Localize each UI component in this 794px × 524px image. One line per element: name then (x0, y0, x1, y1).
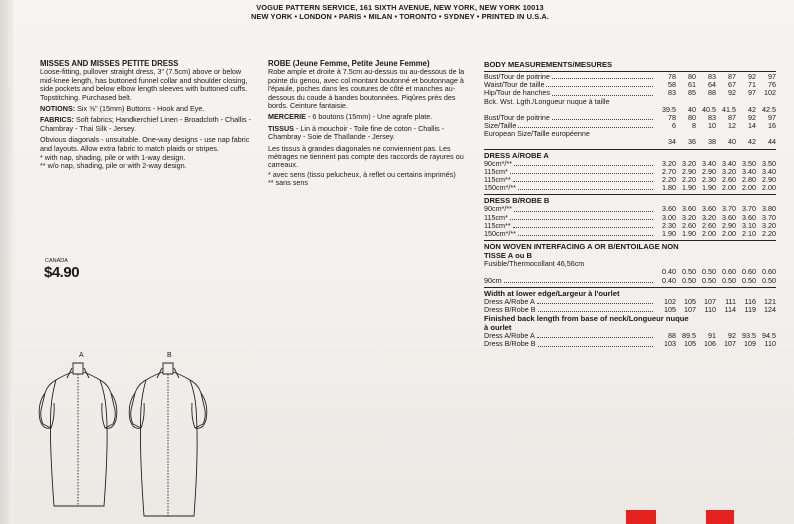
size-value: 0.50 (702, 267, 716, 277)
size-value: 3.60 (742, 212, 756, 222)
row-label: Size/Taille (484, 121, 517, 131)
row-label: Dress B/Robe B (484, 339, 536, 349)
size-value: 3.20 (682, 158, 696, 168)
size-value: 102 (764, 88, 776, 98)
english-fabrics: FABRICS: Soft fabrics; Handkerchief Linen - Broadcloth - Challis - Chambray - Thai Silk - Jersey. (40, 115, 251, 133)
divider (484, 240, 776, 241)
size-value: 87 (728, 112, 736, 122)
size-value: 97 (748, 88, 756, 98)
size-value: 0.60 (722, 267, 736, 277)
price-country: CANADA (45, 258, 68, 264)
size-value: 78 (668, 71, 676, 81)
size-value: 3.00 (662, 212, 676, 222)
size-value: 97 (768, 71, 776, 81)
size-value: 106 (704, 339, 716, 349)
size-value: 2.00 (722, 228, 736, 238)
english-title: MISSES AND MISSES PETITE DRESS (40, 59, 179, 68)
width-row (484, 306, 776, 314)
size-value: 10 (708, 121, 716, 131)
size-value: 61 (688, 80, 696, 90)
size-value: 3.50 (762, 158, 776, 168)
french-column (268, 60, 476, 188)
size-value: 40.5 (702, 104, 716, 114)
size-value: 83 (708, 112, 716, 122)
european-size-label-row: European Size/Taille européenne (484, 129, 590, 139)
view-b-label: B (167, 352, 172, 359)
dress-b-yardage-title: DRESS B/ROBE B (484, 196, 550, 206)
size-value: 1.80 (662, 183, 676, 193)
size-value: 88 (708, 88, 716, 98)
size-value: 0.40 (662, 275, 676, 285)
row-label: 90cm*/** (484, 158, 512, 168)
size-value: 3.70 (742, 204, 756, 214)
red-printer-mark (626, 510, 656, 524)
size-value: 34 (668, 137, 676, 147)
size-value: 2.60 (722, 175, 736, 185)
body-measurements-title: BODY MEASUREMENTS/MESURES (484, 60, 613, 69)
row-label: Waist/Tour de taille (484, 80, 545, 90)
english-note-wo-nap: ** w/o nap, shading, pile or with 2-way design. (40, 161, 187, 171)
row-label: 150cm*/** (484, 228, 516, 238)
size-value: 64 (708, 80, 716, 90)
size-value: 91 (708, 331, 716, 341)
size-value: 40 (688, 104, 696, 114)
size-value: 44 (768, 137, 776, 147)
size-value: 12 (728, 121, 736, 131)
size-value: 88 (668, 331, 676, 341)
size-value: 0.50 (682, 267, 696, 277)
size-value: 2.00 (702, 228, 716, 238)
french-description: Robe ample et droite à 7.5cm au-dessus ou au-dessous de la pointe du genou, avec col montant boutonné et boutonnage à l'épaule, poches dans les coutures de côté et manches au-dessous du coude à bandes boutonnées. Piqûres près des bords. Ceinture fantaisie. (268, 67, 465, 111)
size-value: 111 (725, 296, 736, 306)
size-value: 14 (748, 121, 756, 131)
size-value: 124 (764, 304, 776, 314)
size-value: 0.50 (742, 275, 756, 285)
size-value: 8 (692, 121, 696, 131)
paper-edge-shadow (0, 0, 14, 524)
row-label: Bust/Tour de poitrine (484, 112, 550, 122)
french-note-avec-sens: * avec sens (tissu pelucheux, à reflet ou certains imprimés) (268, 169, 456, 179)
size-value: 87 (728, 71, 736, 81)
size-value: 116 (744, 296, 756, 306)
french-tissus: TISSUS - Lin à mouchoir - Toile fine de coton - Challis - Chambray - Soie de Thaïlande - Jersey. (268, 123, 445, 142)
width-title: Width at lower edge/Largeur à l'ourlet (484, 288, 620, 298)
english-column (40, 60, 252, 171)
size-value: 0.50 (682, 275, 696, 285)
row-label: 115cm** (484, 175, 511, 185)
size-value: 2.80 (742, 175, 756, 185)
size-value: 42 (748, 104, 756, 114)
size-value: 1.90 (682, 228, 696, 238)
header-address: VOGUE PATTERN SERVICE, 161 SIXTH AVENUE, NEW YORK, NEW YORK 10013 (256, 3, 544, 12)
size-value: 3.60 (682, 204, 696, 214)
row-label: 115cm* (484, 166, 508, 176)
interfacing-title-2: TISSE A ou B (484, 251, 532, 261)
size-value: 109 (744, 339, 756, 349)
view-a-label: A (79, 352, 84, 359)
size-value: 3.80 (762, 204, 776, 214)
red-printer-mark (706, 510, 734, 524)
size-value: 93.5 (742, 331, 756, 341)
size-value: 85 (688, 88, 696, 98)
size-value: 3.20 (662, 158, 676, 168)
size-value: 42.5 (762, 104, 776, 114)
size-value: 121 (764, 296, 776, 306)
size-value: 58 (668, 80, 676, 90)
price-amount: $4.90 (44, 264, 80, 281)
size-value: 89.5 (682, 331, 696, 341)
size-value: 3.60 (722, 212, 736, 222)
size-value: 3.20 (682, 212, 696, 222)
size-value: 2.00 (742, 183, 756, 193)
french-title: ROBE (Jeune Femme, Petite Jeune Femme) (268, 59, 430, 68)
row-label: 115cm** (484, 220, 511, 230)
size-value: 107 (704, 296, 716, 306)
size-value: 71 (748, 80, 756, 90)
size-value: 2.70 (662, 166, 676, 176)
european-size-values-row (484, 139, 776, 147)
size-value: 36 (688, 137, 696, 147)
dress-a-sketch (34, 358, 124, 508)
row-label: Bust/Tour de poitrine (484, 71, 550, 81)
size-value: 2.00 (722, 183, 736, 193)
size-value: 3.40 (722, 158, 736, 168)
size-value: 80 (688, 112, 696, 122)
fusible-label-row: Fusible/Thermocollant 46,56cm (484, 259, 585, 269)
back-waist-label-row: Bck. Wst. Lgth./Longueur nuque à taille (484, 96, 610, 106)
size-value: 1.90 (702, 183, 716, 193)
size-value: 2.90 (722, 220, 736, 230)
size-value: 102 (664, 296, 676, 306)
size-value: 0.50 (762, 275, 776, 285)
dress-a-yardage-row (484, 184, 776, 192)
size-value: 2.60 (702, 220, 716, 230)
row-label: 150cm*/** (484, 183, 516, 193)
row-label: Dress A/Robe A (484, 331, 535, 341)
size-value: 38 (708, 137, 716, 147)
size-value: 3.40 (742, 166, 756, 176)
length-title: Finished back length from base of neck/Longueur nuque (484, 314, 689, 324)
size-value: 2.10 (742, 228, 756, 238)
header-cities: NEW YORK • LONDON • PARIS • MILAN • TORONTO • SYDNEY • PRINTED IN U.S.A. (251, 12, 549, 21)
english-note-nap: * with nap, shading, pile or with 1-way design. (40, 153, 186, 163)
french-mercerie: MERCERIE - 6 boutons (15mm) - Une agrafe plate. (268, 112, 433, 122)
size-value: 0.60 (742, 267, 756, 277)
size-value: 114 (724, 304, 736, 314)
size-value: 67 (728, 80, 736, 90)
size-value: 107 (684, 304, 696, 314)
size-value: 2.60 (682, 220, 696, 230)
size-value: 2.90 (702, 166, 716, 176)
size-value: 2.90 (762, 175, 776, 185)
row-label: 90cm*/** (484, 204, 512, 214)
size-value: 41.5 (722, 104, 736, 114)
row-label: Dress A/Robe A (484, 296, 535, 306)
size-value: 103 (664, 339, 676, 349)
size-value: 3.50 (742, 158, 756, 168)
size-value: 3.60 (662, 204, 676, 214)
english-description: Loose-fitting, pullover straight dress, 3" (7.5cm) above or below mid-knee length, has buttoned funnel collar and shoulder closing, side pockets and below elbow length sleeves with buttoned cuffs. Topstitching. Purchased belt. (40, 67, 248, 102)
size-value: 3.40 (702, 158, 716, 168)
size-value: 110 (704, 304, 716, 314)
length-title-2: à ourlet (484, 323, 512, 333)
divider (484, 194, 776, 195)
size-value: 2.20 (662, 175, 676, 185)
english-notions: NOTIONS: Six ⅝" (15mm) Buttons - Hook and Eye. (40, 104, 205, 114)
size-value: 107 (724, 339, 736, 349)
dress-b-yardage-row (484, 230, 776, 238)
size-value: 92 (748, 112, 756, 122)
size-value: 39.5 (662, 104, 676, 114)
size-value: 76 (768, 80, 776, 90)
size-value: 1.90 (682, 183, 696, 193)
size-value: 94.5 (762, 331, 776, 341)
size-value: 3.20 (722, 166, 736, 176)
size-value: 3.60 (702, 204, 716, 214)
size-value: 2.90 (682, 166, 696, 176)
size-value: 105 (684, 339, 696, 349)
size-value: 83 (668, 88, 676, 98)
interfacing-title: NON WOVEN INTERFACING A OR B/ENTOILAGE NON (484, 242, 679, 252)
dress-a-yardage-title: DRESS A/ROBE A (484, 150, 549, 160)
size-value: 3.40 (762, 166, 776, 176)
size-value: 2.30 (662, 220, 676, 230)
size-value: 80 (688, 71, 696, 81)
measurements-table (484, 60, 776, 349)
size-value: 1.90 (662, 228, 676, 238)
row-label: Hip/Tour de hanches (484, 88, 550, 98)
size-value: 2.20 (762, 228, 776, 238)
size-value: 0.40 (662, 267, 676, 277)
size-value: 3.20 (762, 220, 776, 230)
row-label: Dress B/Robe B (484, 304, 536, 314)
size-value: 3.10 (742, 220, 756, 230)
size-value: 6 (672, 121, 676, 131)
size-value: 83 (708, 71, 716, 81)
size-value: 16 (768, 121, 776, 131)
size-value: 92 (748, 71, 756, 81)
size-value: 3.20 (702, 212, 716, 222)
size-value: 2.20 (682, 175, 696, 185)
divider (484, 149, 776, 150)
size-value: 0.50 (702, 275, 716, 285)
size-value: 97 (768, 112, 776, 122)
size-value: 92 (728, 331, 736, 341)
size-value: 3.70 (762, 212, 776, 222)
size-value: 92 (728, 88, 736, 98)
english-obvious: Obvious diagonals - unsuitable. One-way designs - use nap fabric and layouts. Allow extra fabric to match plaids or stripes. (40, 135, 250, 153)
size-value: 42 (748, 137, 756, 147)
size-value: 119 (744, 304, 756, 314)
size-value: 78 (668, 112, 676, 122)
size-value: 105 (684, 296, 696, 306)
length-row (484, 340, 776, 348)
divider (484, 287, 776, 288)
size-value: 2.00 (762, 183, 776, 193)
size-value: 0.60 (762, 267, 776, 277)
french-note-sans-sens: ** sans sens (268, 178, 308, 188)
size-value: 40 (728, 137, 736, 147)
size-value: 0.50 (722, 275, 736, 285)
interfacing-90cm-row: 90cm 0.40 0.50 0.50 0.50 0.50 0.50 (484, 275, 776, 285)
size-value: 2.30 (702, 175, 716, 185)
row-label: 115cm* (484, 212, 508, 222)
size-value: 110 (764, 339, 776, 349)
size-value: 105 (664, 304, 676, 314)
size-value: 3.70 (722, 204, 736, 214)
french-diagonals: Les tissus à grandes diagonales ne conviennent pas. Les métrages ne tiennent pas compte des raccords de rayures ou carreaux. (268, 143, 464, 170)
dress-b-sketch (122, 358, 214, 518)
